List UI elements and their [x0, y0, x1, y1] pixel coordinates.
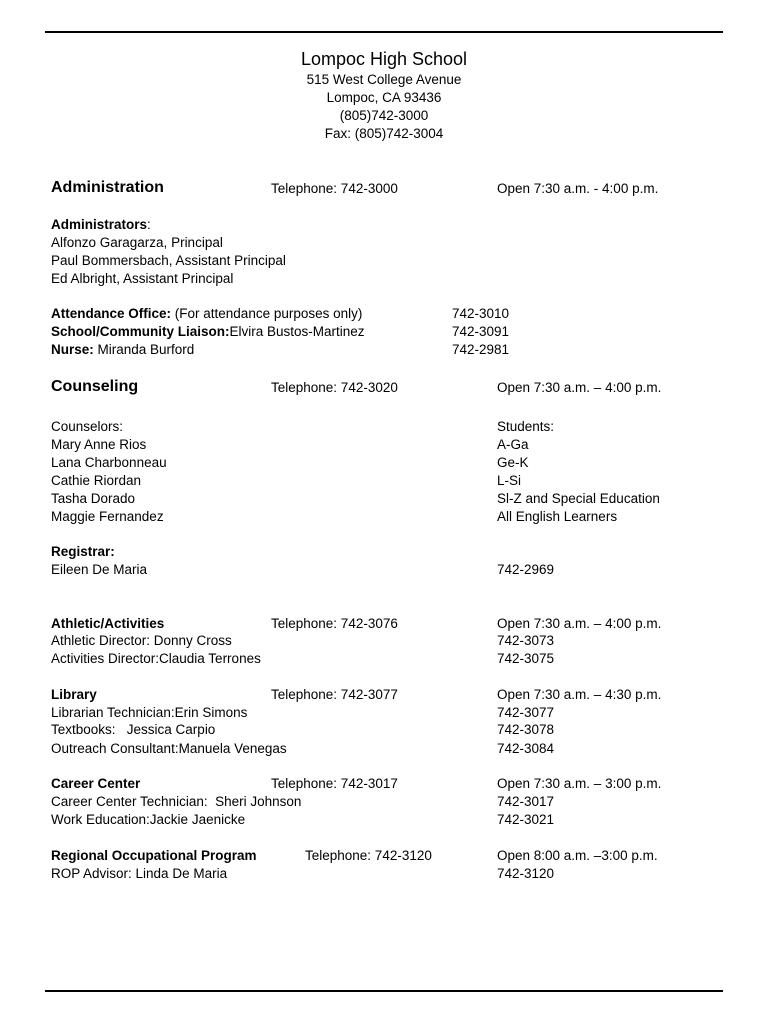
attendance-office-phone: 742-3010	[452, 306, 510, 321]
rop-row: ROP Advisor: Linda De Maria	[51, 866, 228, 881]
career-row: Career Center Technician: Sheri Johnson	[51, 794, 302, 809]
library-hours: Open 7:30 a.m. – 4:30 p.m.	[497, 687, 662, 702]
nurse-phone: 742-2981	[452, 342, 510, 357]
school-phone: (805)742-3000	[339, 108, 429, 123]
attendance-office-row	[51, 305, 362, 323]
school-address: 515 West College Avenue	[306, 72, 462, 87]
career-heading: Career Center	[51, 776, 141, 791]
contact-label: Attendance Office:	[51, 306, 172, 321]
counselor-name: Tasha Dorado	[51, 491, 136, 506]
contact-label: Nurse:	[51, 342, 94, 357]
career-telephone: Telephone: 742-3017	[271, 776, 398, 791]
administrators-label-colon: :	[147, 217, 151, 232]
registrar-name: Eileen De Maria	[51, 562, 148, 577]
liaison-phone: 742-3091	[452, 324, 510, 339]
counselor-name: Mary Anne Rios	[51, 437, 147, 452]
athletic-telephone: Telephone: 742-3076	[271, 616, 398, 631]
administrators-label	[51, 216, 151, 234]
contact-text: Miranda Burford	[93, 342, 195, 357]
registrar-label: Registrar:	[51, 544, 115, 559]
counselor-students: Sl-Z and Special Education	[497, 491, 660, 506]
administrator-item: Ed Albright, Assistant Principal	[51, 271, 234, 286]
administrator-item: Alfonzo Garagarza, Principal	[51, 235, 223, 250]
counselor-students: Ge-K	[497, 455, 529, 470]
career-row: Work Education:Jackie Jaenicke	[51, 812, 246, 827]
bottom-rule	[45, 990, 723, 992]
contact-label: School/Community Liaison:	[51, 324, 230, 339]
counselor-students: A-Ga	[497, 437, 529, 452]
athletic-row-phone: 742-3073	[497, 633, 555, 648]
top-rule	[45, 31, 723, 33]
career-row-phone: 742-3021	[497, 812, 555, 827]
library-telephone: Telephone: 742-3077	[271, 687, 398, 702]
athletic-row: Activities Director:Claudia Terrones	[51, 651, 261, 666]
counseling-telephone: Telephone: 742-3020	[271, 380, 398, 395]
library-row-phone: 742-3084	[497, 741, 555, 756]
contact-text: Elvira Bustos-Martinez	[229, 324, 365, 339]
counseling-heading: Counseling	[51, 378, 139, 395]
students-header: Students:	[497, 419, 555, 434]
school-name: Lompoc High School	[300, 49, 468, 69]
rop-row-phone: 742-3120	[497, 866, 555, 881]
nurse-row	[51, 341, 194, 359]
counselors-header: Counselors:	[51, 419, 124, 434]
counselor-students: L-Si	[497, 473, 522, 488]
liaison-row	[51, 323, 365, 341]
counselor-name: Cathie Riordan	[51, 473, 142, 488]
rop-telephone: Telephone: 742-3120	[305, 848, 432, 863]
career-row-phone: 742-3017	[497, 794, 555, 809]
rop-heading: Regional Occupational Program	[51, 848, 257, 863]
library-row-phone: 742-3078	[497, 722, 555, 737]
counseling-hours: Open 7:30 a.m. – 4:00 p.m.	[497, 380, 662, 395]
counselor-name: Lana Charbonneau	[51, 455, 167, 470]
administration-telephone: Telephone: 742-3000	[271, 181, 398, 196]
school-city: Lompoc, CA 93436	[326, 90, 442, 105]
administrator-item: Paul Bommersbach, Assistant Principal	[51, 253, 286, 268]
library-row-phone: 742-3077	[497, 705, 555, 720]
school-fax: Fax: (805)742-3004	[324, 126, 444, 141]
contact-text: (For attendance purposes only)	[171, 306, 363, 321]
registrar-phone: 742-2969	[497, 562, 555, 577]
library-row: Textbooks: Jessica Carpio	[51, 722, 216, 737]
athletic-heading: Athletic/Activities	[51, 616, 165, 631]
athletic-hours: Open 7:30 a.m. – 4:00 p.m.	[497, 616, 662, 631]
administration-hours: Open 7:30 a.m. - 4:00 p.m.	[497, 181, 659, 196]
administration-heading: Administration	[51, 179, 164, 196]
athletic-row-phone: 742-3075	[497, 651, 555, 666]
library-row: Librarian Technician:Erin Simons	[51, 705, 248, 720]
career-hours: Open 7:30 a.m. – 3:00 p.m.	[497, 776, 662, 791]
administrators-label-text: Administrators	[51, 217, 148, 232]
athletic-row: Athletic Director: Donny Cross	[51, 633, 232, 648]
counselor-name: Maggie Fernandez	[51, 509, 164, 524]
library-heading: Library	[51, 687, 97, 702]
rop-hours: Open 8:00 a.m. –3:00 p.m.	[497, 848, 658, 863]
library-row: Outreach Consultant:Manuela Venegas	[51, 741, 287, 756]
counselor-students: All English Learners	[497, 509, 618, 524]
